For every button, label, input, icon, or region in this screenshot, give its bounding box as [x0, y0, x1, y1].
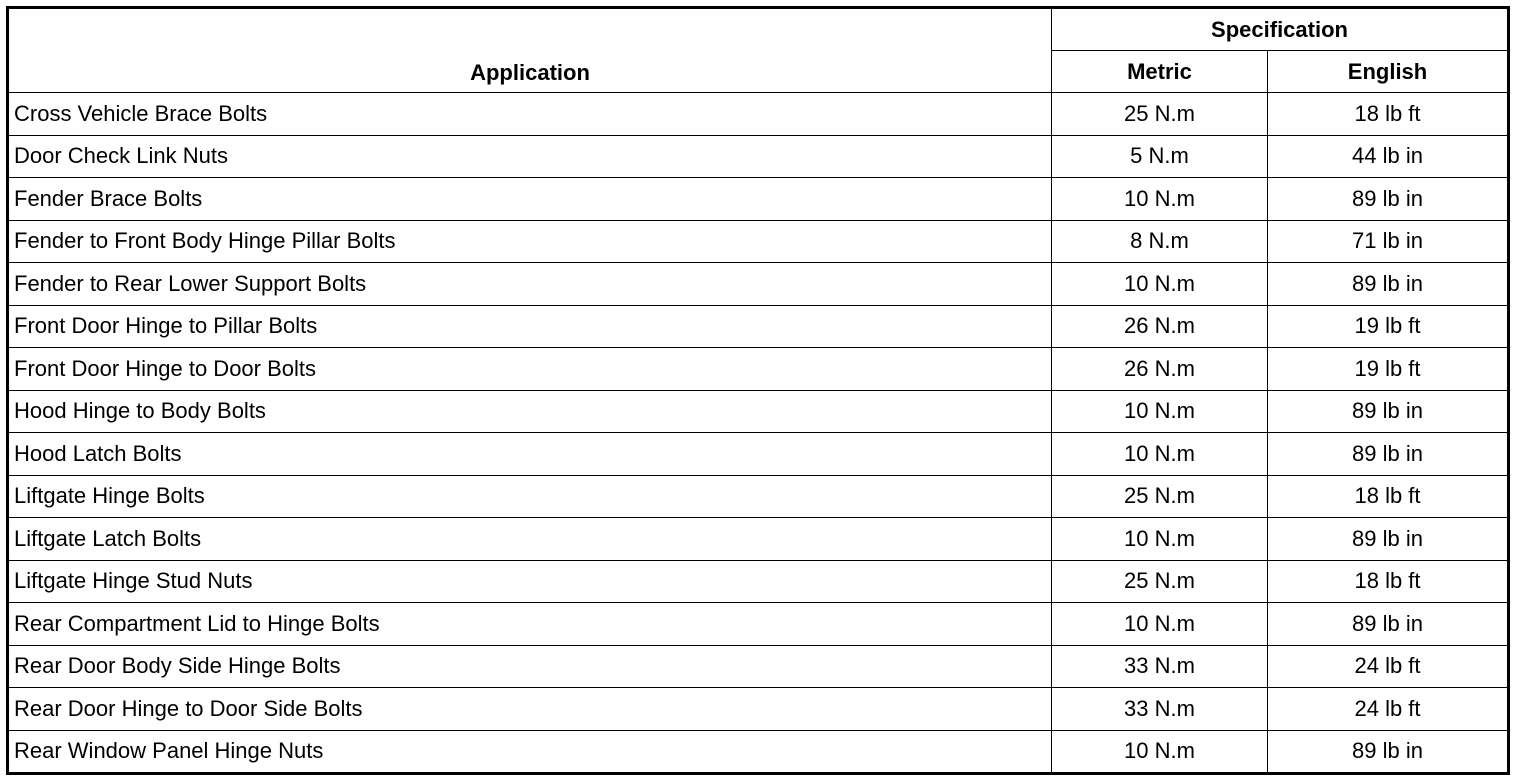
table-row: [8, 688, 1509, 731]
english-cell: 18 lb ft: [1268, 475, 1509, 518]
metric-cell: 25 N.m: [1052, 475, 1268, 518]
english-cell: 89 lb in: [1268, 178, 1509, 221]
table-row: [8, 560, 1509, 603]
table-row: [8, 263, 1509, 306]
english-cell: 19 lb ft: [1268, 305, 1509, 348]
metric-cell: 10 N.m: [1052, 433, 1268, 476]
application-cell: Liftgate Hinge Bolts: [8, 475, 1052, 518]
metric-cell: 26 N.m: [1052, 305, 1268, 348]
metric-cell: 26 N.m: [1052, 348, 1268, 391]
application-cell: Front Door Hinge to Pillar Bolts: [8, 305, 1052, 348]
application-cell: Cross Vehicle Brace Bolts: [8, 93, 1052, 136]
application-cell: Liftgate Hinge Stud Nuts: [8, 560, 1052, 603]
english-cell: 89 lb in: [1268, 518, 1509, 561]
english-cell: 44 lb in: [1268, 135, 1509, 178]
table-row: [8, 433, 1509, 476]
application-cell: Front Door Hinge to Door Bolts: [8, 348, 1052, 391]
application-cell: Fender to Rear Lower Support Bolts: [8, 263, 1052, 306]
table-row: [8, 645, 1509, 688]
english-cell: 89 lb in: [1268, 390, 1509, 433]
metric-cell: 10 N.m: [1052, 390, 1268, 433]
metric-cell: 5 N.m: [1052, 135, 1268, 178]
metric-cell: 33 N.m: [1052, 688, 1268, 731]
metric-cell: 25 N.m: [1052, 93, 1268, 136]
metric-cell: 10 N.m: [1052, 263, 1268, 306]
application-cell: Rear Door Body Side Hinge Bolts: [8, 645, 1052, 688]
application-cell: Hood Hinge to Body Bolts: [8, 390, 1052, 433]
application-cell: Fender to Front Body Hinge Pillar Bolts: [8, 220, 1052, 263]
metric-cell: 25 N.m: [1052, 560, 1268, 603]
application-cell: Rear Door Hinge to Door Side Bolts: [8, 688, 1052, 731]
table-row: [8, 603, 1509, 646]
table-row: [8, 730, 1509, 774]
metric-header: Metric: [1052, 51, 1268, 93]
application-cell: Hood Latch Bolts: [8, 433, 1052, 476]
metric-cell: 10 N.m: [1052, 178, 1268, 221]
table-row: [8, 178, 1509, 221]
specification-header: Specification: [1052, 8, 1509, 51]
english-cell: 24 lb ft: [1268, 645, 1509, 688]
english-cell: 89 lb in: [1268, 433, 1509, 476]
english-header: English: [1268, 51, 1509, 93]
application-cell: Door Check Link Nuts: [8, 135, 1052, 178]
table-row: [8, 220, 1509, 263]
table-row: [8, 93, 1509, 136]
metric-cell: 10 N.m: [1052, 603, 1268, 646]
table-body: [8, 93, 1509, 774]
english-cell: 89 lb in: [1268, 730, 1509, 774]
table-row: [8, 305, 1509, 348]
application-header: Application: [8, 8, 1052, 93]
application-cell: Fender Brace Bolts: [8, 178, 1052, 221]
application-cell: Rear Compartment Lid to Hinge Bolts: [8, 603, 1052, 646]
english-cell: 18 lb ft: [1268, 560, 1509, 603]
english-cell: 19 lb ft: [1268, 348, 1509, 391]
application-cell: Liftgate Latch Bolts: [8, 518, 1052, 561]
header-row-top: [8, 8, 1509, 51]
table-row: [8, 518, 1509, 561]
table-row: [8, 348, 1509, 391]
table-header: [8, 8, 1509, 93]
metric-cell: 8 N.m: [1052, 220, 1268, 263]
english-cell: 18 lb ft: [1268, 93, 1509, 136]
metric-cell: 10 N.m: [1052, 518, 1268, 561]
table-row: [8, 390, 1509, 433]
english-cell: 89 lb in: [1268, 603, 1509, 646]
metric-cell: 10 N.m: [1052, 730, 1268, 774]
table-row: [8, 135, 1509, 178]
table-row: [8, 475, 1509, 518]
english-cell: 89 lb in: [1268, 263, 1509, 306]
metric-cell: 33 N.m: [1052, 645, 1268, 688]
english-cell: 24 lb ft: [1268, 688, 1509, 731]
torque-spec-table: [6, 6, 1510, 775]
application-cell: Rear Window Panel Hinge Nuts: [8, 730, 1052, 774]
english-cell: 71 lb in: [1268, 220, 1509, 263]
